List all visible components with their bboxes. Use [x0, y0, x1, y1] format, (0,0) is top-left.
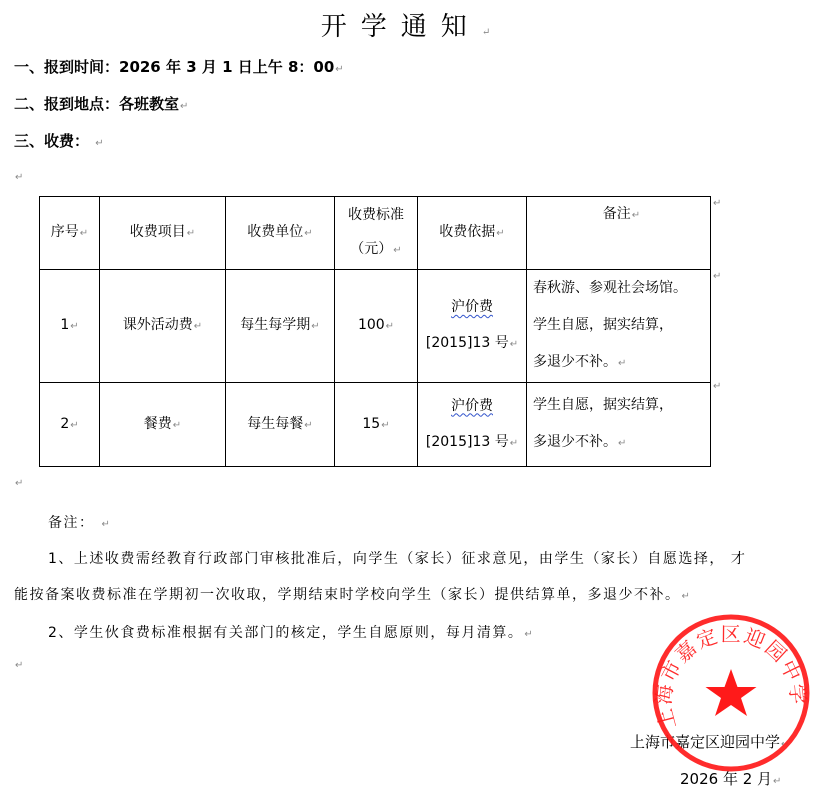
paragraph-mark: ↵ — [15, 478, 24, 489]
paragraph-mark: ↵ — [335, 64, 344, 75]
header-item: 收费项目↵ — [100, 197, 226, 270]
cell-index: 2↵ — [40, 383, 100, 467]
cell-standard: 100↵ — [335, 270, 418, 383]
svg-text:上海市嘉定区迎园中学: 上海市嘉定区迎园中学 — [651, 621, 811, 732]
school-seal-stamp — [651, 613, 811, 773]
row-end-mark: ↵ — [713, 271, 722, 282]
notes-heading: 备注： ↵ — [48, 515, 112, 531]
cell-item: 课外活动费↵ — [100, 270, 226, 383]
signature-date: 2026 年 2 月↵ — [680, 770, 782, 788]
row-end-mark: ↵ — [713, 381, 722, 392]
cell-remark: 春秋游、参观社会场馆。 学生自愿，据实结算， 多退少不补。↵ — [527, 270, 711, 383]
note-item-1-line-1: 1、上述收费需经教育行政部门审核批准后，向学生（家长）征求意见，由学生（家长）自愿选择， 才 — [48, 551, 747, 567]
signature-school: 上海市嘉定区迎园中学↵ — [630, 733, 790, 751]
paragraph-mark: ↵ — [481, 27, 505, 38]
spellcheck-underlined-text: 沪价费 — [451, 299, 493, 315]
cell-unit: 每生每餐↵ — [226, 383, 335, 467]
cell-basis: 沪价费 [2015]13 号↵ — [418, 270, 527, 383]
cell-item: 餐费↵ — [100, 383, 226, 467]
section-report-time: 一、报到时间：2026 年 3 月 1 日上午 8：00↵ — [14, 58, 344, 76]
section-report-location: 二、报到地点：各班教室↵ — [14, 95, 189, 113]
table-row — [40, 270, 711, 383]
row-end-mark: ↵ — [713, 198, 722, 209]
spellcheck-underlined-text: 沪价费 — [451, 397, 493, 414]
header-remark: 备注↵ — [527, 197, 711, 270]
document-title: 开学通知↵ — [320, 12, 505, 42]
cell-index: 1↵ — [40, 270, 100, 383]
star-icon — [706, 669, 757, 716]
fee-table — [39, 196, 711, 467]
header-index: 序号↵ — [40, 197, 100, 270]
table-header-row — [40, 197, 711, 270]
paragraph-mark: ↵ — [95, 138, 104, 149]
header-unit: 收费单位↵ — [226, 197, 335, 270]
paragraph-mark: ↵ — [15, 172, 24, 183]
paragraph-mark: ↵ — [180, 101, 189, 112]
paragraph-mark: ↵ — [15, 660, 24, 671]
header-basis: 收费依据↵ — [418, 197, 527, 270]
cell-standard: 15↵ — [335, 383, 418, 467]
cell-remark: 学生自愿，据实结算， 多退少不补。↵ — [527, 383, 711, 467]
header-standard: 收费标准 （元）↵ — [335, 197, 418, 270]
section-fees: 三、收费： ↵ — [14, 132, 104, 150]
table-row — [40, 383, 711, 467]
cell-basis: 沪价费 [2015]13 号↵ — [418, 383, 527, 467]
note-item-1-line-2: 能按备案收费标准在学期初一次收取，学期结束时学校向学生（家长）提供结算单，多退少不补。↵ — [14, 587, 692, 603]
note-item-2: 2、学生伙食费标准根据有关部门的核定，学生自愿原则，每月清算。↵ — [48, 625, 535, 641]
cell-unit: 每生每学期↵ — [226, 270, 335, 383]
